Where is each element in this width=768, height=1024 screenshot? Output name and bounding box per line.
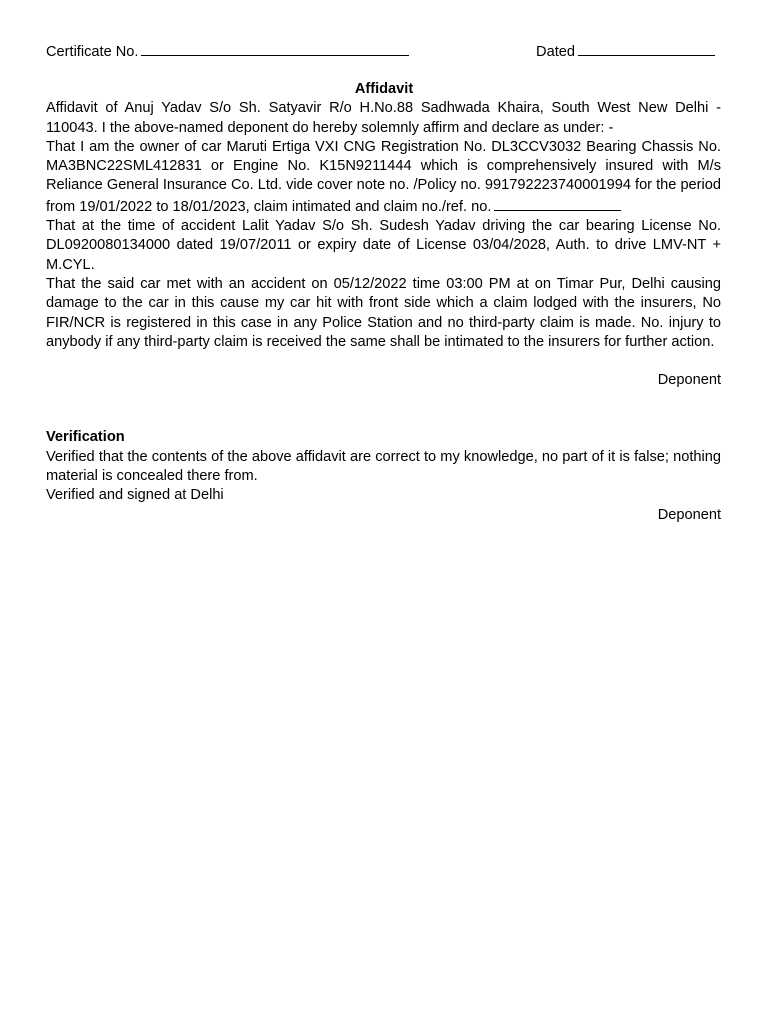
dated-label: Dated (536, 44, 575, 60)
document-header (46, 41, 721, 63)
document-title: Affidavit (354, 81, 414, 97)
dated-field (536, 41, 715, 62)
owner-paragraph (46, 138, 721, 217)
deponent-signature-label: Deponent (657, 372, 721, 389)
dated-blank (578, 41, 715, 56)
certificate-number-field (46, 41, 409, 62)
accident-paragraph: That the said car met with an accident on 05/12/2022 time 03:00 PM at on Timar Pur, Delhi causing damage to the car in this cause my car hit with front side which a claim lodged with the insurers, No FIR/NCR is registered in this case in any Police Station and no third-party claim is made. No. injury to anybody if any third-party claim is received the same shall be intimated to the insurers for further action. (46, 275, 721, 350)
claim-ref-blank (494, 196, 621, 211)
certificate-number-blank (141, 41, 409, 56)
verified-signed-at: Verified and signed at Delhi (46, 487, 224, 504)
intro-paragraph: Affidavit of Anuj Yadav S/o Sh. Satyavir R/o H.No.88 Sadhwada Khaira, South West New Delhi - 110043. I the above-named deponent do hereby solemnly affirm and declare as under: - (46, 100, 721, 136)
driver-paragraph: That at the time of accident Lalit Yadav S/o Sh. Sudesh Yadav driving the car bearing License No. DL0920080134000 dated 19/07/2011 or expiry date of License 03/04/2028, Auth. to drive LMV-NT + M.CYL. (46, 218, 721, 273)
affidavit-document (46, 41, 721, 525)
owner-paragraph-text: That I am the owner of car Maruti Ertiga VXI CNG Registration No. DL3CCV3032 Bearing Chassis No. MA3BNC22SML412831 or Engine No. K15N9211444 which is comprehensively insured with M/s Reliance General Insurance Co. Ltd. vide cover note no. /Policy no. 991792223740001994 for the period from 19/01/2022 to 18/01/2023, claim intimated and claim no./ref. no. (46, 138, 722, 215)
certificate-number-label: Certificate No. (46, 44, 139, 60)
verification-heading: Verification (46, 429, 125, 446)
verification-paragraph: Verified that the contents of the above affidavit are correct to my knowledge, no part of it is false; nothing material is concealed there from. (46, 448, 721, 485)
verification-deponent-label: Deponent (657, 506, 721, 523)
